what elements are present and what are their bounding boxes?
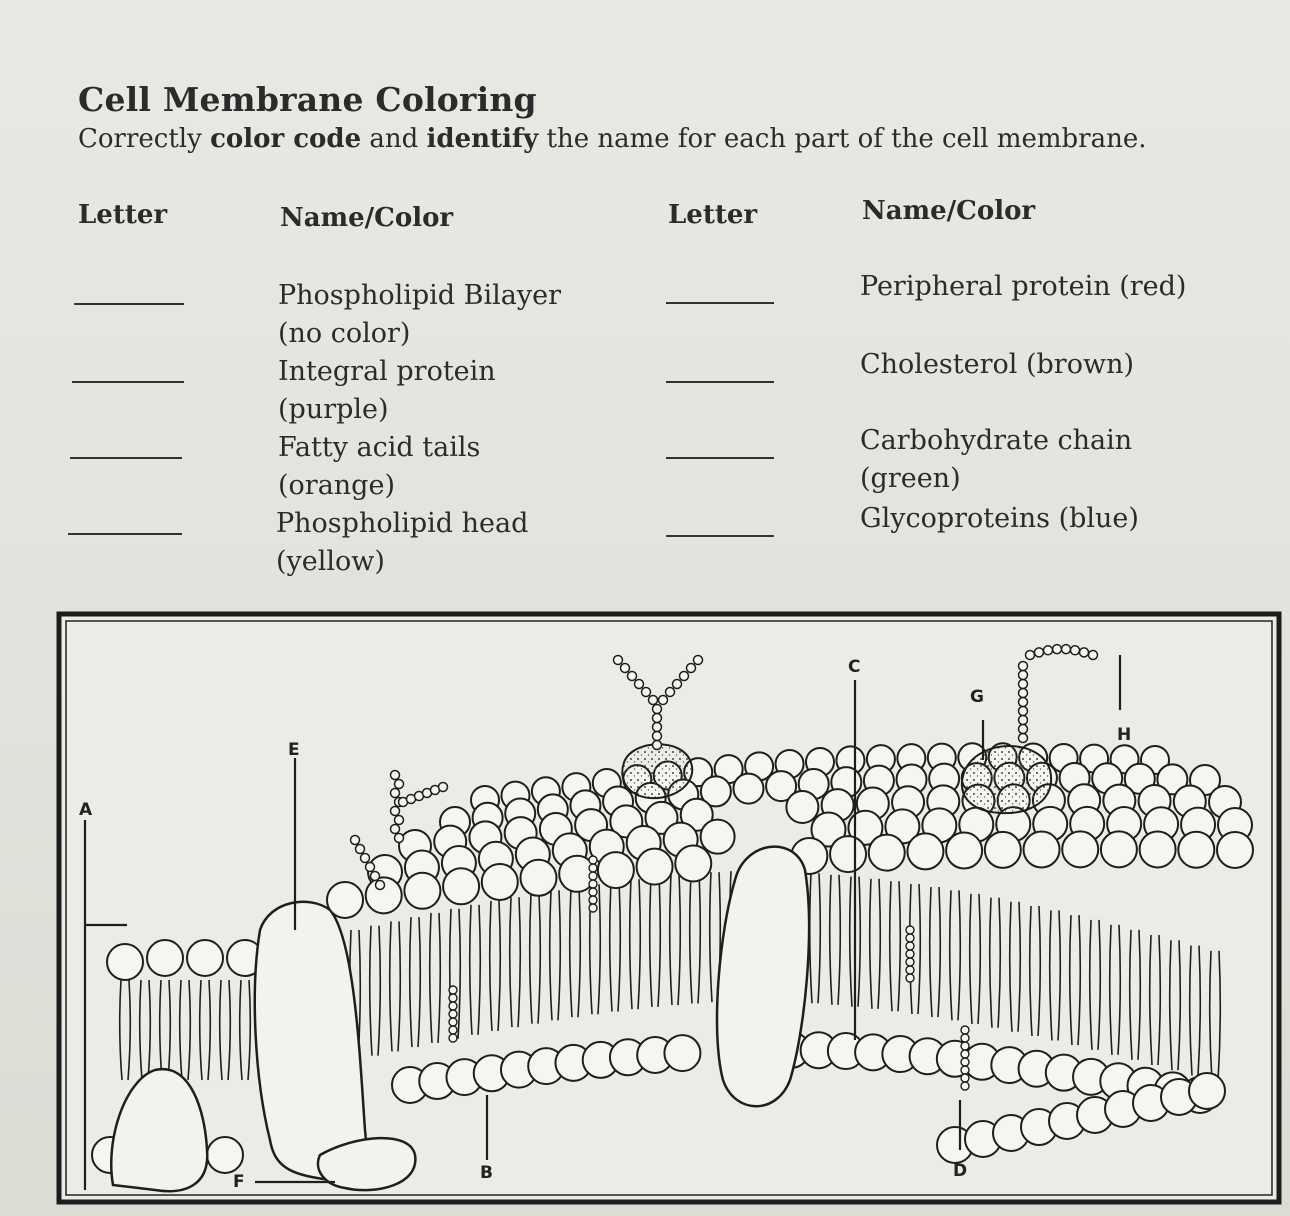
label-g: G (970, 687, 984, 707)
sugar-unit (680, 672, 689, 681)
cholesterol-unit (589, 888, 597, 896)
sugar-unit (1019, 689, 1028, 698)
sugar-unit (1053, 645, 1062, 654)
sugar-unit (1035, 648, 1044, 657)
answer-blank-right-2[interactable] (666, 381, 774, 383)
sugar-unit (1062, 645, 1071, 654)
item-name: Integral protein (278, 356, 496, 387)
instructions-text-1: Correctly (78, 124, 211, 154)
sugar-unit (1019, 725, 1028, 734)
phospholipid-head (946, 833, 982, 869)
sugar-unit (366, 863, 375, 872)
phospholipid-head (482, 864, 518, 900)
sugar-unit (351, 836, 360, 845)
item-name: Phospholipid head (276, 508, 529, 539)
sugar-unit (1019, 734, 1028, 743)
sugar-unit (1044, 646, 1053, 655)
cholesterol-unit (449, 1018, 457, 1026)
sugar-unit (642, 688, 651, 697)
instructions-bold-color-code: color code (210, 124, 362, 154)
label-f: F (233, 1172, 245, 1192)
cholesterol-unit (961, 1042, 969, 1050)
sugar-unit (673, 680, 682, 689)
cholesterol-unit (449, 1026, 457, 1034)
label-h: H (1117, 725, 1132, 745)
sugar-unit (653, 723, 662, 732)
sugar-unit (653, 741, 662, 750)
phospholipid-head (869, 835, 905, 871)
cholesterol-unit (589, 856, 597, 864)
cholesterol-unit (589, 904, 597, 912)
glycoprotein-g (962, 746, 1051, 813)
phospholipid-head (1101, 831, 1137, 867)
sugar-unit (1019, 716, 1028, 725)
item-color: (purple) (278, 394, 389, 425)
item-name: Cholesterol (brown) (860, 349, 1134, 380)
sugar-unit (391, 771, 400, 780)
sugar-unit (439, 783, 448, 792)
phospholipid-head (637, 849, 673, 885)
cholesterol-unit (906, 958, 914, 966)
cholesterol-unit (961, 1058, 969, 1066)
phospholipid-head (664, 1035, 700, 1071)
instructions-bold-identify: identify (426, 124, 539, 154)
sugar-unit (653, 705, 662, 714)
sugar-unit (1019, 707, 1028, 716)
list-item (860, 500, 1139, 538)
answer-blank-left-3[interactable] (70, 457, 182, 459)
cholesterol-unit (906, 974, 914, 982)
sugar-unit (395, 816, 404, 825)
phospholipid-head (107, 944, 143, 980)
cholesterol-unit (961, 1082, 969, 1090)
phospholipid-head (1189, 1073, 1225, 1109)
list-item (278, 277, 561, 353)
sugar-unit (356, 845, 365, 854)
instructions-text-2: and (361, 124, 427, 154)
cholesterol-unit (449, 1010, 457, 1018)
sugar-unit (1026, 651, 1035, 660)
label-e: E (288, 740, 300, 760)
answer-blank-left-4[interactable] (68, 533, 182, 535)
sugar-unit (653, 714, 662, 723)
glycoprotein (622, 744, 692, 798)
cholesterol-unit (906, 966, 914, 974)
sugar-unit (391, 807, 400, 816)
phospholipid-head (1024, 832, 1060, 868)
cholesterol-unit (961, 1034, 969, 1042)
answer-blank-right-4[interactable] (666, 535, 774, 537)
sugar-unit (1019, 698, 1028, 707)
item-name: Peripheral protein (red) (860, 271, 1187, 302)
cholesterol-unit (906, 926, 914, 934)
label-a: A (79, 800, 93, 820)
sugar-unit (1089, 651, 1098, 660)
sugar-unit (628, 672, 637, 681)
phospholipid-head (1062, 831, 1098, 867)
label-c: C (848, 657, 861, 677)
cholesterol-unit (961, 1050, 969, 1058)
sugar-unit (653, 732, 662, 741)
sugar-unit (649, 696, 658, 705)
cholesterol-unit (961, 1074, 969, 1082)
phospholipid-head (1140, 831, 1176, 867)
sugar-unit (635, 680, 644, 689)
instructions (78, 124, 1147, 154)
item-color: (green) (860, 463, 961, 494)
cholesterol-unit (906, 934, 914, 942)
membrane-diagram (55, 610, 1283, 1206)
phospholipid-head (147, 940, 183, 976)
label-d: D (953, 1161, 968, 1181)
sugar-unit (376, 881, 385, 890)
phospholipid-head (675, 845, 711, 881)
answer-blank-left-2[interactable] (72, 381, 184, 383)
list-item (860, 268, 1186, 306)
answer-blank-right-3[interactable] (666, 457, 774, 459)
answer-blank-right-1[interactable] (666, 302, 774, 304)
membrane-diagram-svg (55, 610, 1283, 1206)
sugar-unit (391, 789, 400, 798)
phospholipid-head (907, 833, 943, 869)
cholesterol-unit (589, 872, 597, 880)
sugar-unit (687, 664, 696, 673)
list-item (278, 353, 496, 429)
phospholipid-head (830, 836, 866, 872)
sugar-unit (659, 696, 668, 705)
sugar-unit (1080, 648, 1089, 657)
phospholipid-head (327, 882, 363, 918)
item-name: Phospholipid Bilayer (278, 280, 561, 311)
sugar-unit (614, 656, 623, 665)
cholesterol-unit (589, 880, 597, 888)
item-name: Fatty acid tails (278, 432, 481, 463)
sugar-unit (1071, 646, 1080, 655)
phospholipid-head (786, 791, 818, 823)
sugar-unit (395, 834, 404, 843)
sugar-unit (1019, 671, 1028, 680)
list-item (860, 422, 1132, 498)
phospholipid-head (187, 940, 223, 976)
phospholipid-head (1217, 832, 1253, 868)
sugar-unit (371, 872, 380, 881)
phospholipid-head (701, 820, 735, 854)
list-item (860, 346, 1134, 384)
phospholipid-head (404, 873, 440, 909)
item-color: (orange) (278, 470, 395, 501)
cholesterol-unit (449, 1034, 457, 1042)
cholesterol-unit (449, 1002, 457, 1010)
item-color: (yellow) (276, 546, 385, 577)
list-item (278, 429, 480, 505)
cholesterol-unit (961, 1026, 969, 1034)
worksheet-title: Cell Membrane Coloring (78, 80, 537, 119)
instructions-text-3: the name for each part of the cell membrane. (538, 124, 1147, 154)
phospholipid-head (207, 1137, 243, 1173)
sugar-unit (621, 664, 630, 673)
cholesterol-unit (589, 864, 597, 872)
cholesterol-unit (961, 1066, 969, 1074)
header-name-left: Name/Color (280, 203, 454, 233)
cholesterol-unit (906, 950, 914, 958)
phospholipid-head (598, 852, 634, 888)
cholesterol-unit (906, 942, 914, 950)
sugar-unit (395, 780, 404, 789)
phospholipid-head (985, 832, 1021, 868)
item-color: (no color) (278, 318, 411, 349)
sugar-unit (666, 688, 675, 697)
sugar-unit (1019, 680, 1028, 689)
sugar-unit (361, 854, 370, 863)
header-letter-left: Letter (78, 200, 168, 230)
header-letter-right: Letter (668, 200, 758, 230)
list-item (276, 505, 528, 581)
sugar-unit (1019, 662, 1028, 671)
phospholipid-head (733, 774, 763, 804)
answer-blank-left-1[interactable] (74, 303, 184, 305)
item-name: Glycoproteins (blue) (860, 503, 1139, 534)
cholesterol-unit (449, 994, 457, 1002)
header-name-right: Name/Color (862, 196, 1036, 226)
sugar-unit (391, 825, 400, 834)
phospholipid-head (443, 868, 479, 904)
label-b: B (480, 1163, 493, 1183)
phospholipid-head (1178, 832, 1214, 868)
cholesterol-unit (589, 896, 597, 904)
item-name: Carbohydrate chain (860, 425, 1133, 456)
sugar-unit (694, 656, 703, 665)
cholesterol-unit (449, 986, 457, 994)
phospholipid-head (520, 860, 556, 896)
